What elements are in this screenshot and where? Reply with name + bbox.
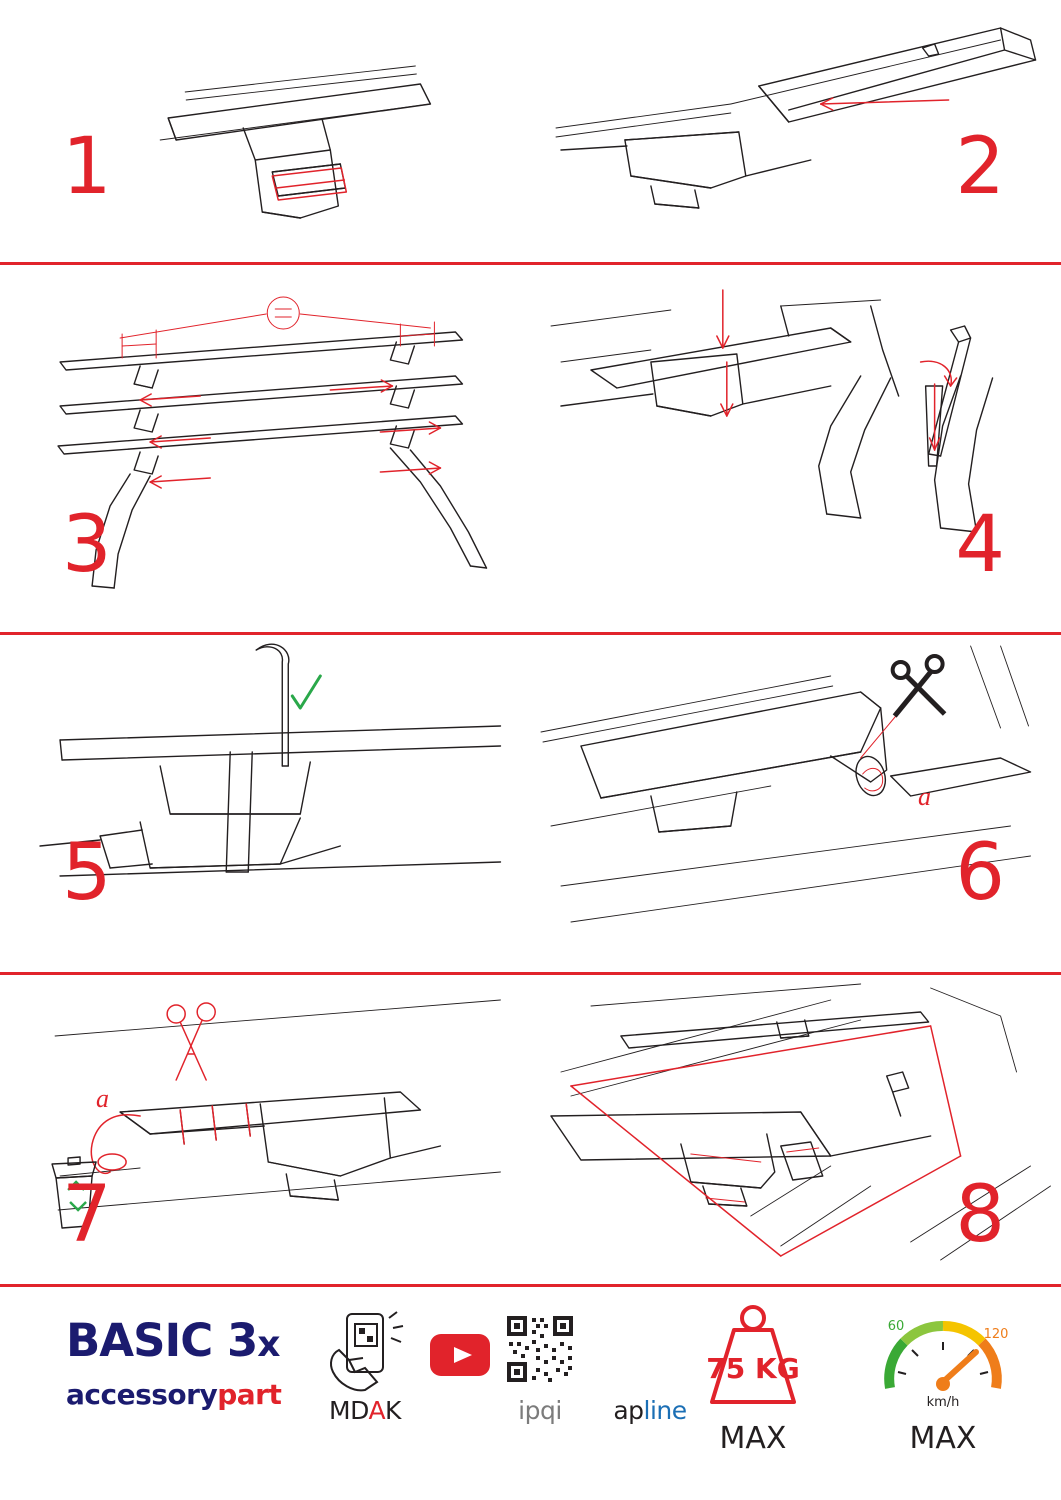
step-panel-8 [531,976,1061,1284]
divider-1 [0,262,1061,265]
apline-caption-first: ap [613,1396,644,1425]
mdak-caption-end: K [385,1396,401,1425]
max-load-caption: MAX [719,1421,787,1456]
mdak-caption-mid: A [368,1396,386,1425]
brand-title-text: BASIC 3 [66,1314,258,1367]
step-number-2: 2 [955,122,1005,212]
step-panel-4 [531,266,1061,632]
max-speed-caption: MAX [909,1421,977,1456]
step-number-7: 7 [62,1170,112,1260]
mdak-caption-start: MD [329,1396,369,1425]
step-panel-6 [531,636,1061,972]
max-load-value: 75 KG [706,1352,800,1385]
brand-subtitle [66,1378,296,1411]
brand-title [66,1314,296,1367]
brand-title-suffix: x [257,1324,280,1365]
step-panel-1 [0,0,531,262]
max-speed [858,1302,1028,1456]
divider-4 [0,1284,1061,1287]
divider-2 [0,632,1061,635]
step-panel-2 [531,0,1061,262]
step-number-3: 3 [62,500,112,590]
label-a-step7: a [96,1084,109,1113]
speed-unit: km/h [926,1395,960,1410]
step-number-6: 6 [955,828,1005,918]
step-row-3 [0,636,1061,972]
apline-caption-second: line [643,1396,687,1425]
label-a-step6: a [918,782,931,811]
divider-3 [0,972,1061,975]
step-6-illustration [531,636,1061,972]
logo-ipqi-caption: ipqi [518,1396,562,1425]
gauge-tick-low: 60 [887,1319,905,1334]
step-number-1: 1 [62,122,112,212]
step-number-5: 5 [62,828,112,918]
brand-subtitle-second: part [217,1378,282,1411]
step-5-illustration [0,636,531,972]
gauge-tick-high: 120 [983,1327,1009,1342]
step-row-4 [0,976,1061,1284]
brand-block [66,1314,296,1411]
speedometer-icon [858,1302,1028,1415]
step-row-2 [0,266,1061,632]
step-number-4: 4 [955,500,1005,590]
step-row-1 [0,0,1061,262]
weight-icon [668,1302,838,1415]
max-load [668,1302,838,1456]
step-panel-3 [0,266,531,632]
step-panel-5 [0,636,531,972]
step-number-8: 8 [955,1170,1005,1260]
brand-subtitle-first: accessory [66,1378,218,1411]
step-panel-7 [0,976,531,1284]
footer [0,1288,1061,1500]
